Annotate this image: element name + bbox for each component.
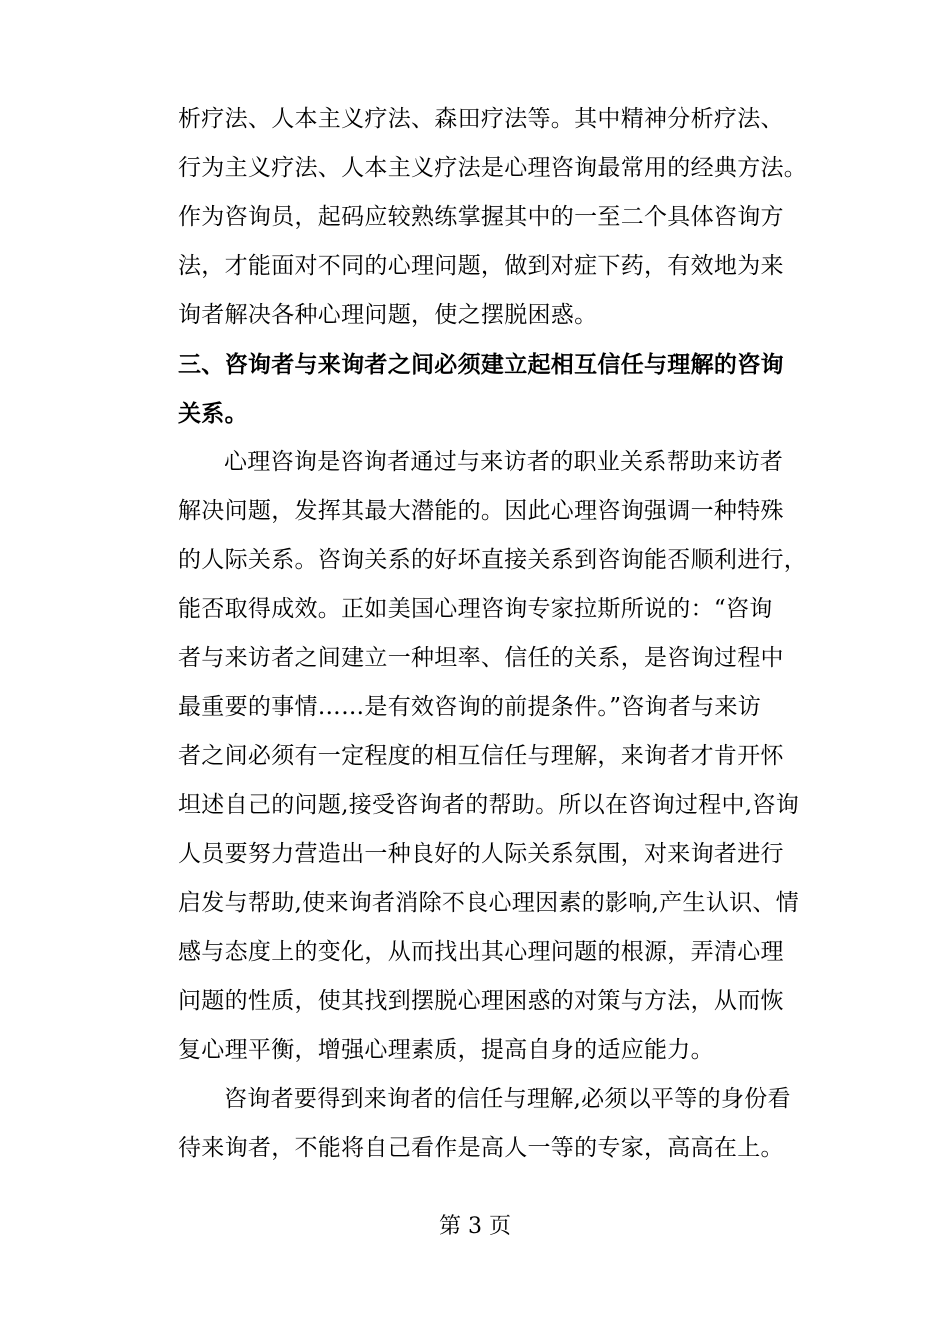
text-line: 待来询者，不能将自己看作是高人一等的专家，高高在上。 bbox=[178, 1135, 784, 1161]
text-line: 启发与帮助,使来询者消除不良心理因素的影响,产生认识、情 bbox=[178, 890, 800, 916]
text-line: 能否取得成效。正如美国心理咨询专家拉斯所说的：“咨询 bbox=[178, 596, 773, 622]
text-line: 问题的性质，使其找到摆脱心理困惑的对策与方法，从而恢 bbox=[178, 988, 784, 1014]
text-line: 最重要的事情……是有效咨询的前提条件。”咨询者与来访 bbox=[178, 694, 762, 720]
section-heading: 关系。 bbox=[178, 400, 248, 427]
text-line: 解决问题，发挥其最大潜能的。因此心理咨询强调一种特殊 bbox=[178, 498, 784, 524]
text-line: 行为主义疗法、人本主义疗法是心理咨询最常用的经典方法。 bbox=[178, 155, 808, 181]
document-body bbox=[178, 95, 808, 1173]
text-line: 感与态度上的变化，从而找出其心理问题的根源，弄清心理 bbox=[178, 939, 784, 965]
text-line: 作为咨询员，起码应较熟练掌握其中的一至二个具体咨询方 bbox=[178, 204, 784, 230]
paragraph-first-line: 咨询者要得到来询者的信任与理解,必须以平等的身份看 bbox=[224, 1086, 791, 1112]
text-line: 的人际关系。咨询关系的好坏直接关系到咨询能否顺利进行， bbox=[178, 547, 808, 573]
text-line: 复心理平衡，增强心理素质，提高自身的适应能力。 bbox=[178, 1037, 714, 1063]
text-line: 者与来访者之间建立一种坦率、信任的关系，是咨询过程中 bbox=[178, 645, 784, 671]
text-line: 析疗法、人本主义疗法、森田疗法等。其中精神分析疗法、 bbox=[178, 106, 784, 132]
section-heading: 三、咨询者与来询者之间必须建立起相互信任与理解的咨询 bbox=[178, 351, 784, 378]
paragraph-first-line: 心理咨询是咨询者通过与来访者的职业关系帮助来访者 bbox=[224, 449, 784, 475]
text-line: 询者解决各种心理问题，使之摆脱困惑。 bbox=[178, 302, 598, 328]
page-number: 第 3 页 bbox=[439, 1214, 511, 1239]
text-line: 人员要努力营造出一种良好的人际关系氛围，对来询者进行 bbox=[178, 841, 784, 867]
text-line: 法，才能面对不同的心理问题，做到对症下药，有效地为来 bbox=[178, 253, 784, 279]
text-line: 者之间必须有一定程度的相互信任与理解，来询者才肯开怀 bbox=[178, 743, 784, 769]
text-line: 坦述自己的问题,接受咨询者的帮助。所以在咨询过程中,咨询 bbox=[178, 792, 800, 818]
